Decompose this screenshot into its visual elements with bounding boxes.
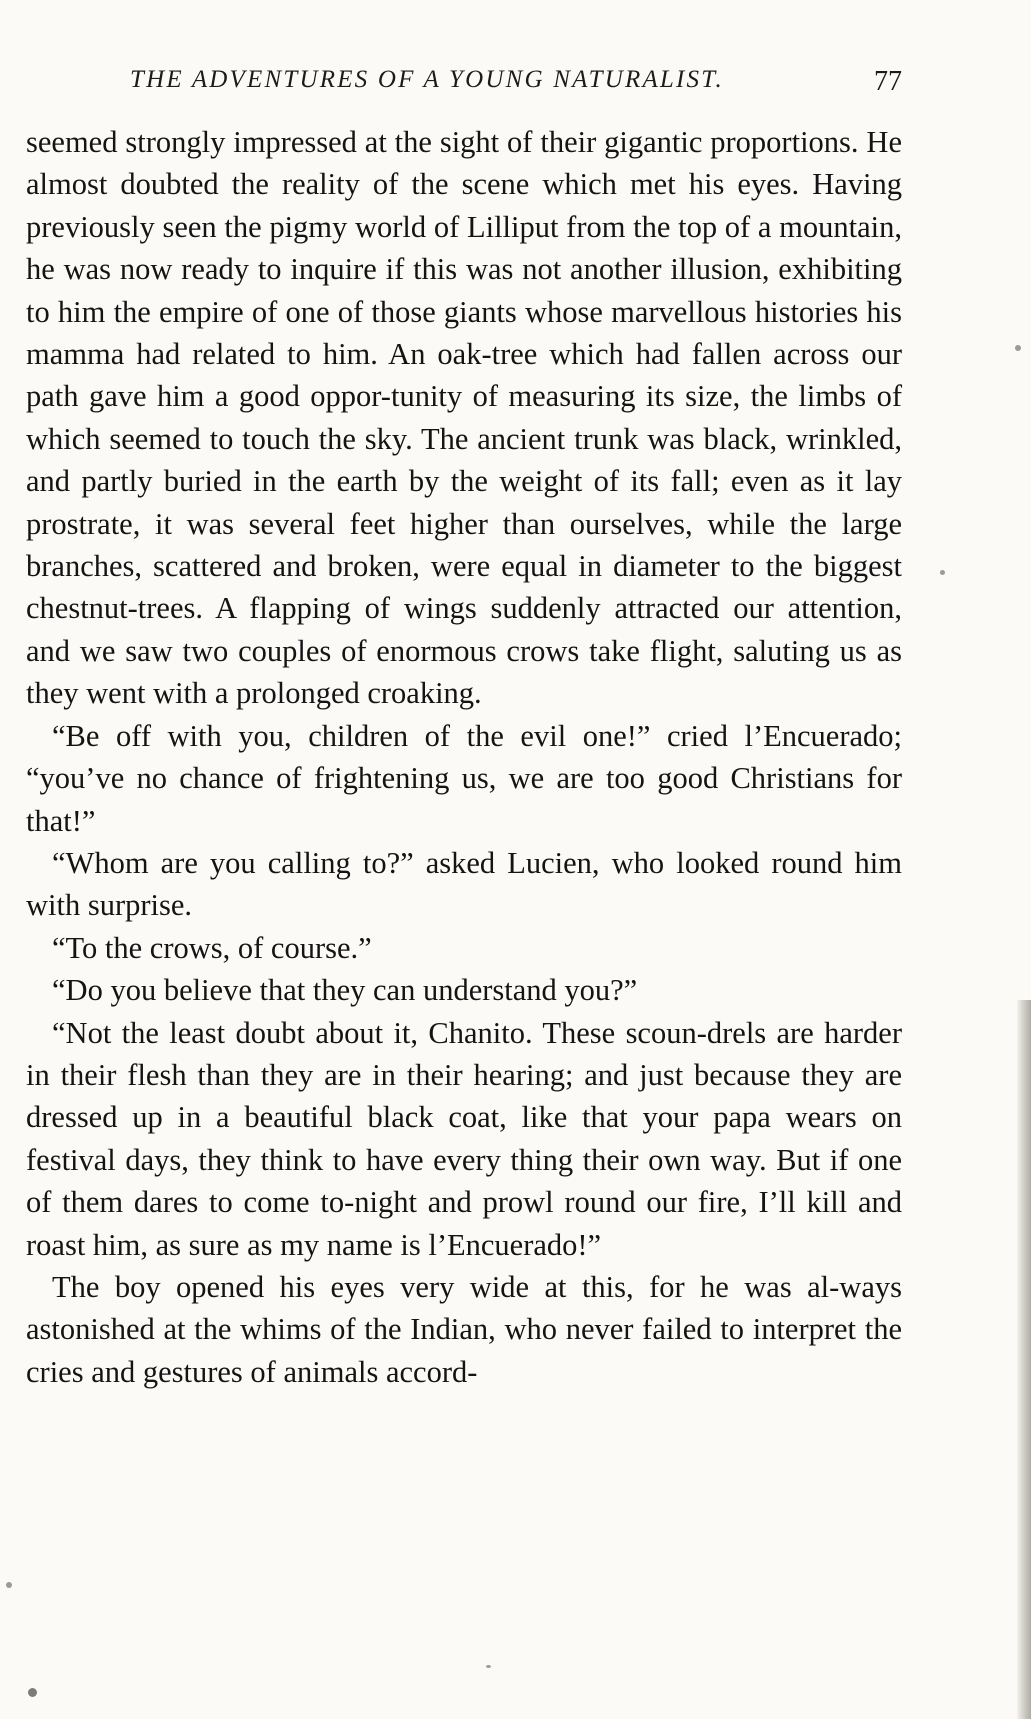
paragraph-5: “Do you believe that they can understand you?” [52,973,638,1008]
paper-speck [1015,345,1021,351]
paper-speck [6,1582,12,1588]
running-head [26,66,902,106]
paragraph-1: seemed strongly impressed at the sight of their gigantic proportions. He almost doubted the reality of the scene which met his eyes. Having previously seen the pigmy world of Lilliput from the top of a mountain, he was now ready to inquire if this was not another illusion, exhibiting to him the empire of one of those giants whose marvellous histories his mamma had related to him. An oak-tree which had fallen across our path gave him a good oppor-tunity of measuring its size, the limbs of which seemed to touch the sky. The ancient trunk was black, wrinkled, and partly buried in the earth by the weight of its fall; even as it lay prostrate, it was several feet higher than ourselves, while the large branches, scattered and broken, were equal in diameter to the biggest chestnut-trees. A flapping of wings suddenly attracted our attention, and we saw two couples of enormous crows take flight, saluting us as they went with a prolonged croaking. [26,125,902,711]
paragraph-6: “Not the least doubt about it, Chanito. These scoun-drels are harder in their flesh than they are in their hearing; and just because they are dressed up in a beautiful black coat, like that your papa wears on festival days, they think to have every thing their own way. But if one of them dares to come to-night and prowl round our fire, I’ll kill and roast him, as sure as my name is l’Encuerado!” [26,1015,902,1262]
paragraph-7: The boy opened his eyes very wide at this, for he was al-ways astonished at the whims of the Indian, who never failed to interpret the cries and gestures of animals accord- [26,1269,902,1389]
running-title: THE ADVENTURES OF A YOUNG NATURALIST. [130,66,724,93]
paragraph-3: “Whom are you calling to?” asked Lucien, who looked round him with surprise. [26,845,902,923]
body-text [26,121,902,1393]
paragraph-4: “To the crows, of course.” [52,930,372,965]
paper-speck [940,570,945,575]
paper-speck [28,1688,37,1697]
paragraph-2: “Be off with you, children of the evil one!” cried l’Encuerado; “you’ve no chance of frightening us, we are too good Christians for that!” [26,718,902,838]
page-number: 77 [874,66,902,97]
page-edge-shadow [1017,1000,1031,1719]
paper-speck [486,1665,491,1668]
